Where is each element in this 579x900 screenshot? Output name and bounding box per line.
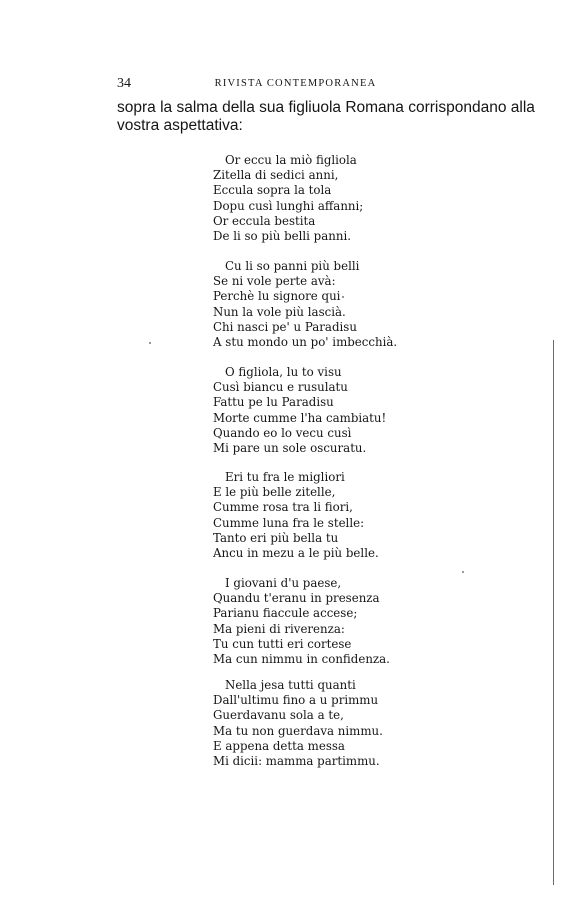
scan-speck	[462, 571, 464, 573]
poem-verse: Tanto eri più bella tu	[213, 530, 339, 545]
intro-line: vostra aspettativa:	[117, 117, 243, 134]
scan-speck	[149, 342, 151, 344]
poem-stanza-6	[213, 678, 383, 769]
poem-verse: Quando eo lo vecu cusì	[213, 425, 352, 440]
poem-verse: Eccula sopra la tola	[213, 183, 332, 198]
poem-verse: De li so più belli panni.	[213, 229, 351, 244]
poem-verse: Nella jesa tutti quanti	[225, 678, 356, 692]
poem-verse: Se ni vole perte avà:	[213, 274, 336, 289]
poem-verse: Mi pare un sole oscuratu.	[213, 441, 367, 456]
poem-verse: Zitella di sedici anni,	[213, 168, 339, 183]
poem-verse: Morte cumme l'ha cambiatu!	[213, 410, 387, 425]
poem-verse: Dopu cusì lunghi affanni;	[213, 198, 364, 213]
scan-speck	[342, 296, 344, 298]
poem-stanza-3	[213, 365, 386, 456]
poem-verse: Cu li so panni più belli	[225, 259, 360, 273]
poem-verse: Guerdavanu sola a te,	[213, 708, 344, 723]
intro-line: sopra la salma della sua figliuola Romana corrispondano alla	[117, 99, 535, 116]
poem-verse: E appena detta messa	[213, 738, 345, 753]
poem-verse: O figliola, lu to visu	[225, 365, 342, 379]
intro-paragraph	[117, 99, 535, 135]
poem-verse: Fattu pe lu Paradisu	[213, 395, 334, 410]
poem-verse: Chi nasci pe' u Paradisu	[213, 319, 357, 334]
poem-verse: Eri tu fra le migliori	[225, 470, 345, 484]
poem-verse: Ancu in mezu a le più belle.	[213, 546, 379, 561]
poem-stanza-2	[213, 259, 397, 350]
poem-verse: Ma cun nimmu in confidenza.	[213, 652, 390, 667]
poem-stanza-1	[213, 153, 363, 244]
running-title: RIVISTA CONTEMPORANEA	[214, 78, 377, 89]
poem-verse: Parianu fiaccule accese;	[213, 606, 358, 621]
poem-verse: Cumme luna fra le stelle:	[213, 515, 365, 530]
poem-verse: E le più belle zitelle,	[213, 485, 336, 500]
poem-stanza-5	[213, 576, 390, 667]
scan-edge-line	[553, 340, 554, 885]
poem-verse: Ma pieni di riverenza:	[213, 621, 345, 636]
page-header	[117, 76, 474, 92]
poem-verse: Ma tu non guerdava nimmu.	[213, 723, 383, 738]
poem-verse: I giovani d'u paese,	[225, 576, 342, 590]
poem-stanza-4	[213, 470, 379, 561]
poem-verse: Quandu t'eranu in presenza	[213, 591, 380, 606]
poem-verse: Mi dicii: mamma partimmu.	[213, 754, 380, 769]
poem-verse: Or eccu la miò figliola	[225, 153, 357, 167]
page-number: 34	[117, 76, 131, 91]
poem-verse: Tu cun tutti eri cortese	[213, 636, 352, 651]
poem-verse: Cusì biancu e rusulatu	[213, 380, 348, 395]
poem-verse: Nun la vole più lascià.	[213, 304, 346, 319]
poem-verse: Cumme rosa tra li fiori,	[213, 500, 353, 515]
poem-verse: Perchè lu signore qui	[213, 289, 341, 304]
poem-verse: A stu mondo un po' imbecchià.	[213, 335, 398, 350]
poem-verse: Or eccula bestita	[213, 213, 316, 228]
poem-verse: Dall'ultimu fino a u primmu	[213, 693, 379, 708]
